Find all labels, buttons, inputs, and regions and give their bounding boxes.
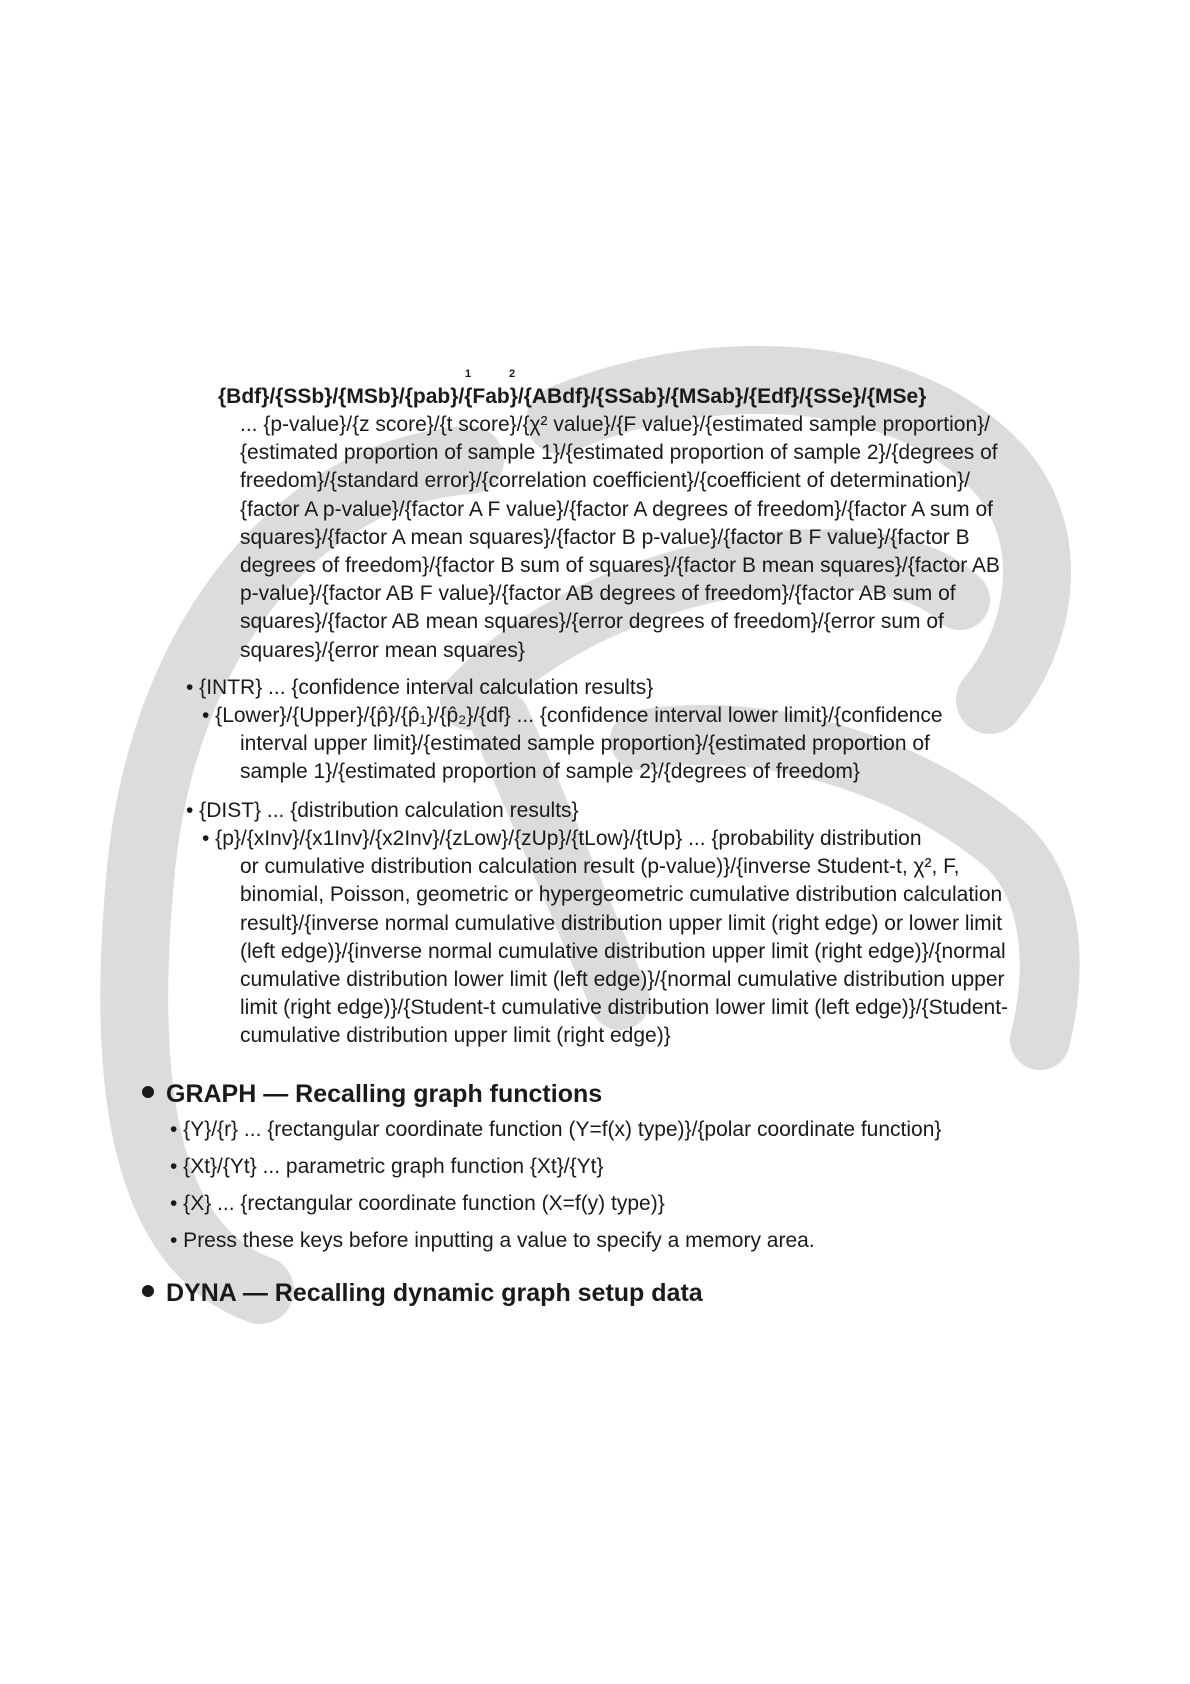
- desc-line: degrees of freedom}/{factor B sum of squares}/{factor B mean squares}/{factor AB: [240, 554, 1000, 578]
- dist-sub-line: • {p}/{xInv}/{x1Inv}/{x2Inv}/{zLow}/{zUp}/{tLow}/{tUp} ... {probability distribution: [202, 827, 922, 850]
- desc-line: squares}/{error mean squares}: [240, 638, 525, 662]
- bullet-dot-icon: [142, 1285, 154, 1297]
- intr-sub-line: • {Lower}/{Upper}/{p̂}/{p̂₁}/{p̂₂}/{df} ... {confidence interval lower limit}/{confidence: [202, 704, 943, 727]
- recall-description: [240, 411, 1080, 665]
- superscript-1: 1: [465, 368, 472, 380]
- dyna-section-heading: [142, 1279, 703, 1308]
- bullet-dot-icon: [142, 1086, 154, 1098]
- superscript-2: 2: [509, 368, 516, 380]
- desc-line: squares}/{factor AB mean squares}/{error degrees of freedom}/{error sum of: [240, 610, 944, 634]
- intr-sub-line: sample 1}/{estimated proportion of sample 2}/{degrees of freedom}: [240, 760, 860, 784]
- dist-sub-bullet: [202, 825, 1086, 1051]
- dist-sub-line: binomial, Poisson, geometric or hypergeometric cumulative distribution calculation: [240, 883, 1003, 907]
- dist-sub-line: (left edge)}/{inverse normal cumulative distribution upper limit (right edge)}/{normal: [240, 939, 1006, 963]
- dist-bullet: • {DIST} ... {distribution calculation results}: [186, 799, 579, 822]
- graph-item-x: • {X} ... {rectangular coordinate function (X=f(y) type)}: [170, 1192, 665, 1215]
- desc-line: squares}/{factor A mean squares}/{factor B p-value}/{factor B F value}/{factor B: [240, 525, 970, 549]
- graph-section-heading: [142, 1080, 602, 1109]
- desc-line: {estimated proportion of sample 1}/{estimated proportion of sample 2}/{degrees of: [240, 441, 998, 465]
- graph-heading-text: GRAPH — Recalling graph functions: [166, 1080, 603, 1108]
- dist-sub-line: or cumulative distribution calculation result (p-value)}/{inverse Student-t, χ², F,: [240, 855, 960, 879]
- intr-sub-line: interval upper limit}/{estimated sample proportion}/{estimated proportion of: [240, 732, 930, 756]
- dist-sub-line: limit (right edge)}/{Student-t cumulative distribution lower limit (left edge)}/{Student-: [240, 996, 1009, 1020]
- desc-line: freedom}/{standard error}/{correlation coefficient}/{coefficient of determination}/: [240, 469, 971, 493]
- intr-sub-bullet: [202, 702, 1086, 787]
- intr-bullet: • {INTR} ... {confidence interval calculation results}: [186, 676, 654, 699]
- graph-item-y-r: • {Y}/{r} ... {rectangular coordinate function (Y=f(x) type)}/{polar coordinate function}: [170, 1118, 942, 1141]
- graph-item-note: • Press these keys before inputting a value to specify a memory area.: [170, 1229, 815, 1252]
- desc-line: ... {p-value}/{z score}/{t score}/{χ² value}/{F value}/{estimated sample proportion}/: [240, 413, 990, 436]
- graph-item-xt-yt: • {Xt}/{Yt} ... parametric graph function {Xt}/{Yt}: [170, 1155, 604, 1178]
- desc-line: {factor A p-value}/{factor A F value}/{factor A degrees of freedom}/{factor A sum of: [240, 497, 993, 521]
- recall-labels-line: {Bdf}/{SSb}/{MSb}/{pab}/{Fab}/{ABdf}/{SSab}/{MSab}/{Edf}/{SSe}/{MSe}: [218, 385, 927, 408]
- dist-sub-line: cumulative distribution lower limit (left edge)}/{normal cumulative distribution upper: [240, 968, 1005, 992]
- dyna-heading-text: DYNA — Recalling dynamic graph setup data: [166, 1279, 703, 1307]
- dist-sub-line: cumulative distribution upper limit (right edge)}: [240, 1024, 671, 1048]
- desc-line: p-value}/{factor AB F value}/{factor AB degrees of freedom}/{factor AB sum of: [240, 582, 956, 606]
- dist-sub-line: result}/{inverse normal cumulative distribution upper limit (right edge) or lower limit: [240, 911, 1003, 935]
